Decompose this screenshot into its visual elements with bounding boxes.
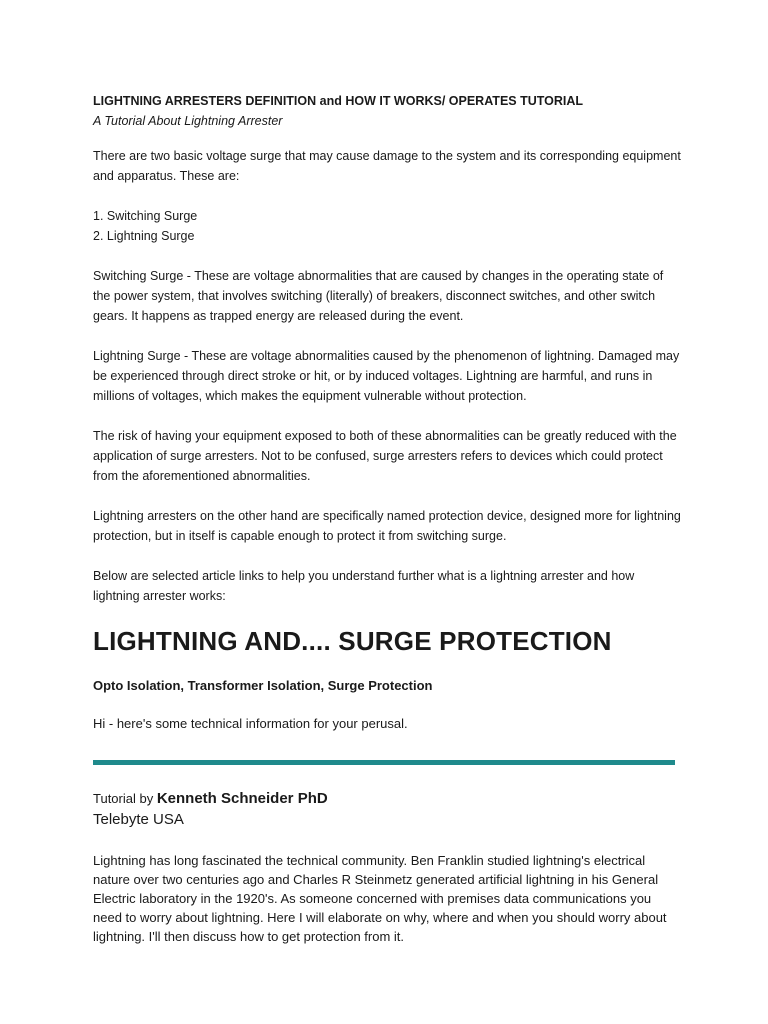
paragraph-links: Below are selected article links to help you understand further what is a lightning arrester and how lightning arrester works: bbox=[93, 569, 635, 603]
article-subheading: Opto Isolation, Transformer Isolation, Surge Protection bbox=[93, 678, 433, 693]
paragraph-intro: There are two basic voltage surge that may cause damage to the system and its corresponding equipment and apparatus. These are: bbox=[93, 149, 681, 183]
author-organization: Telebyte USA bbox=[93, 811, 184, 828]
paragraph-switching-surge: Switching Surge - These are voltage abnormalities that are caused by changes in the operating state of the power system, that involves switching (literally) of breakers, disconnect switches, and other switch gears. It happens as trapped energy are released during the event. bbox=[93, 269, 664, 323]
paragraph-lightning-surge: Lightning Surge - These are voltage abnormalities caused by the phenomenon of lightning. Damaged may be experienced through direct stroke or hit, or by induced voltages. Lightning are harmful, and runs in millions of voltages, which makes the equipment vulnerable without protection. bbox=[93, 349, 680, 403]
list-item: 2. Lightning Surge bbox=[93, 229, 195, 243]
document-subtitle: A Tutorial About Lightning Arrester bbox=[93, 114, 283, 128]
article-heading: LIGHTNING AND.... SURGE PROTECTION bbox=[93, 626, 612, 656]
paragraph-arresters: Lightning arresters on the other hand are specifically named protection device, designed more for lightning protection, but in itself is capable enough to protect it from switching surge. bbox=[93, 509, 681, 543]
paragraph-risk: The risk of having your equipment exposed to both of these abnormalities can be greatly reduced with the application of surge arresters. Not to be confused, surge arresters refers to devices which could protect from the aforementioned abnormalities. bbox=[93, 429, 677, 483]
section-divider bbox=[93, 760, 675, 765]
document-title: LIGHTNING ARRESTERS DEFINITION and HOW IT WORKS/ OPERATES TUTORIAL bbox=[93, 94, 584, 108]
article-byline bbox=[93, 789, 683, 809]
author-name: Kenneth Schneider PhD bbox=[156, 790, 328, 807]
article-intro: Hi - here's some technical information for your perusal. bbox=[93, 716, 408, 731]
surge-type-list bbox=[93, 206, 683, 246]
list-item: 1. Switching Surge bbox=[93, 209, 198, 223]
article-body: Lightning has long fascinated the technical community. Ben Franklin studied lightning's electrical nature over two centuries ago and Charles R Steinmetz generated artificial lightning in his General Electric laboratory in the 1920's. As someone concerned with premises data communications you need to worry about lightning. Here I will elaborate on why, where and when you should worry about lightning. I'll then discuss how to get protection from it. bbox=[93, 853, 667, 944]
document-page bbox=[93, 92, 683, 946]
byline-prefix: Tutorial by bbox=[93, 791, 157, 806]
